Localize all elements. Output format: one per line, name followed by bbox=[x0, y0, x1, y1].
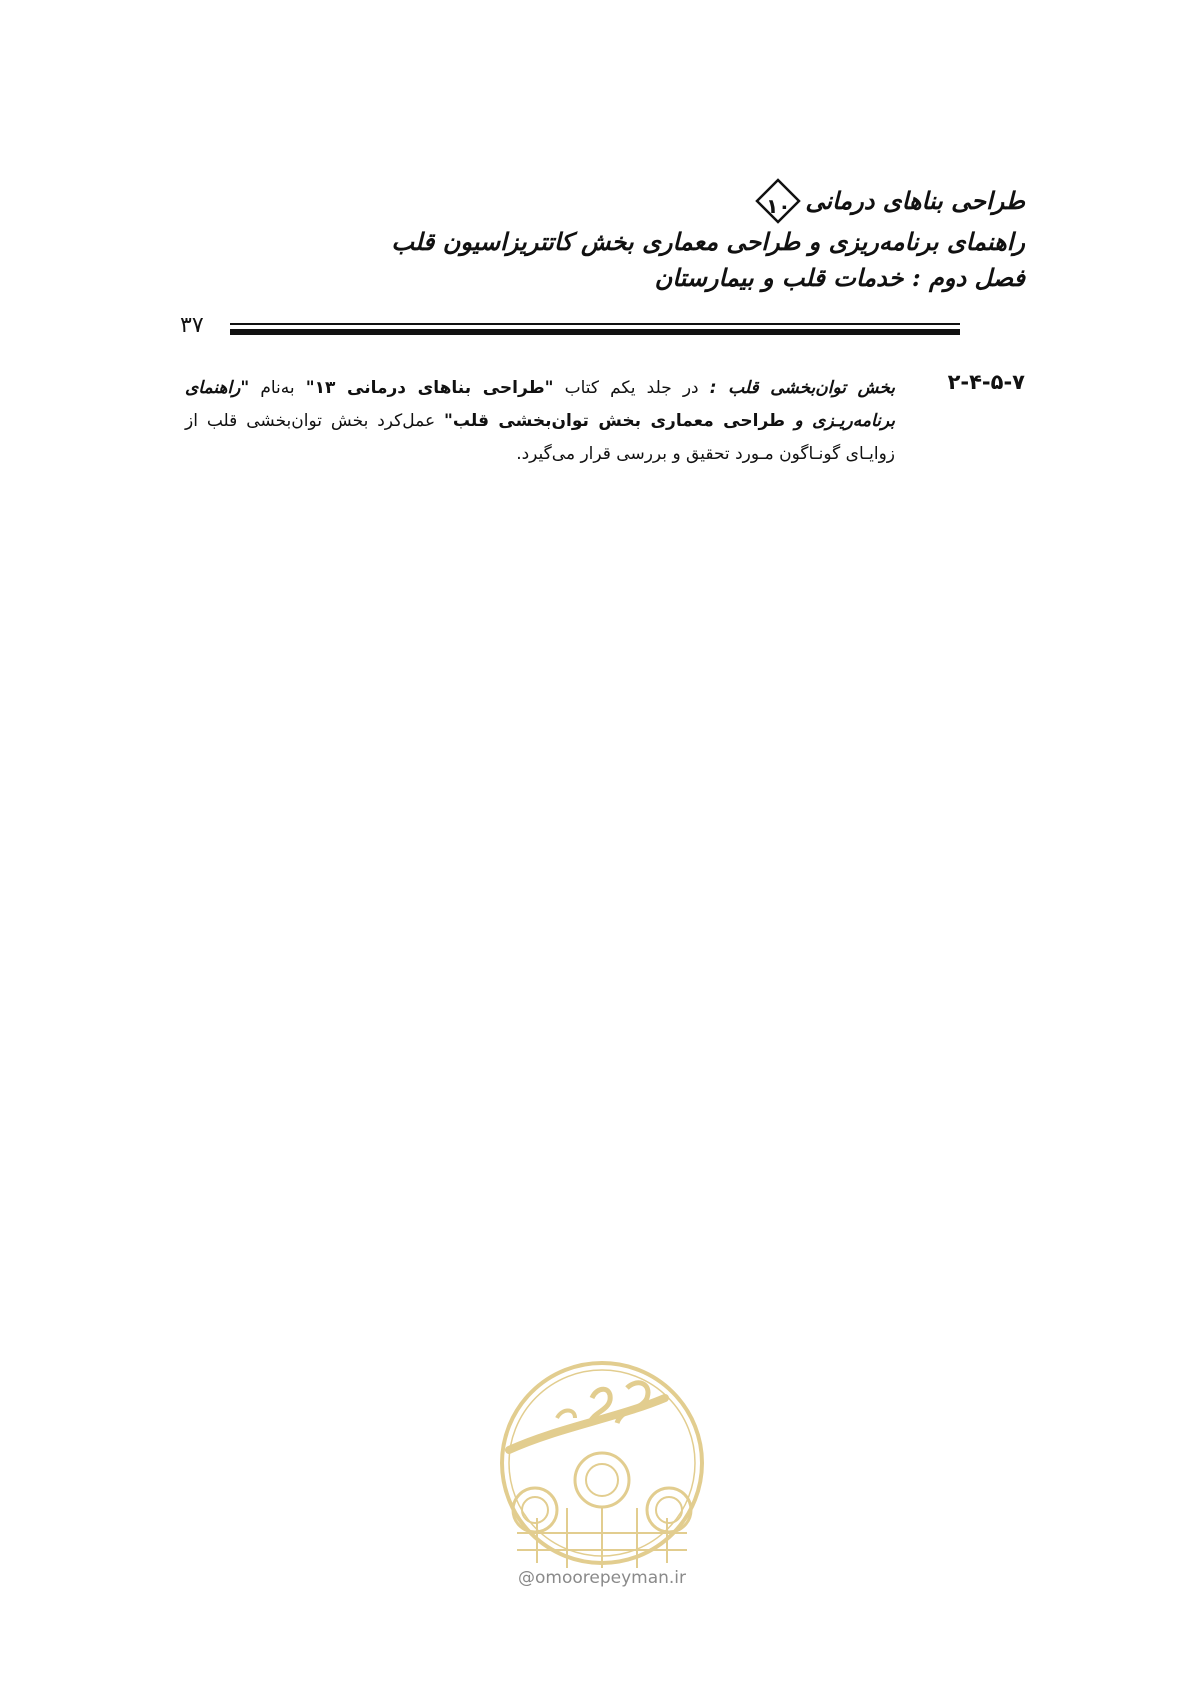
series-title: طراحی بناهای درمانی bbox=[805, 186, 1025, 215]
header-rule bbox=[230, 323, 960, 335]
running-header bbox=[391, 178, 1025, 296]
section-title: بخش توان‌بخشی قلب : bbox=[709, 378, 896, 398]
book-quote-1: "طراحی بناهای درمانی ۱۳" bbox=[305, 378, 554, 398]
series-title-line bbox=[391, 178, 1025, 224]
body-text-2: به‌نام bbox=[249, 378, 306, 398]
book-quote-2-italic: "راهنمای برنامه‌ریـزی و bbox=[185, 378, 895, 431]
body-text-1: در جلد یکم کتاب bbox=[553, 378, 710, 398]
book-quote-2-rest: طراحی معماری بخش توان‌بخشی قلب" bbox=[444, 411, 786, 431]
watermark-url: @omoorepeyman.ir bbox=[517, 1568, 687, 1588]
series-number-badge bbox=[755, 178, 801, 224]
body-text-3: عمل‌کرد بخش توان‌بخشی قلب از زوایـای گونـاگون مـورد تحقیق و بررسی قرار می‌گیرد. bbox=[185, 411, 895, 464]
chapter-title: فصل دوم : خدمات قلب و بیمارستان bbox=[654, 263, 1025, 292]
series-number: ۱۰ bbox=[766, 194, 791, 218]
omoorepeyman-logo-watermark bbox=[497, 1358, 707, 1568]
book-title: راهنمای برنامه‌ریزی و طراحی معماری بخش کاتتریزاسیون قلب bbox=[391, 227, 1025, 256]
section-body bbox=[185, 372, 895, 471]
page-number: ۳۷ bbox=[180, 313, 204, 338]
section-number: ۲-۴-۵-۷ bbox=[947, 370, 1025, 394]
